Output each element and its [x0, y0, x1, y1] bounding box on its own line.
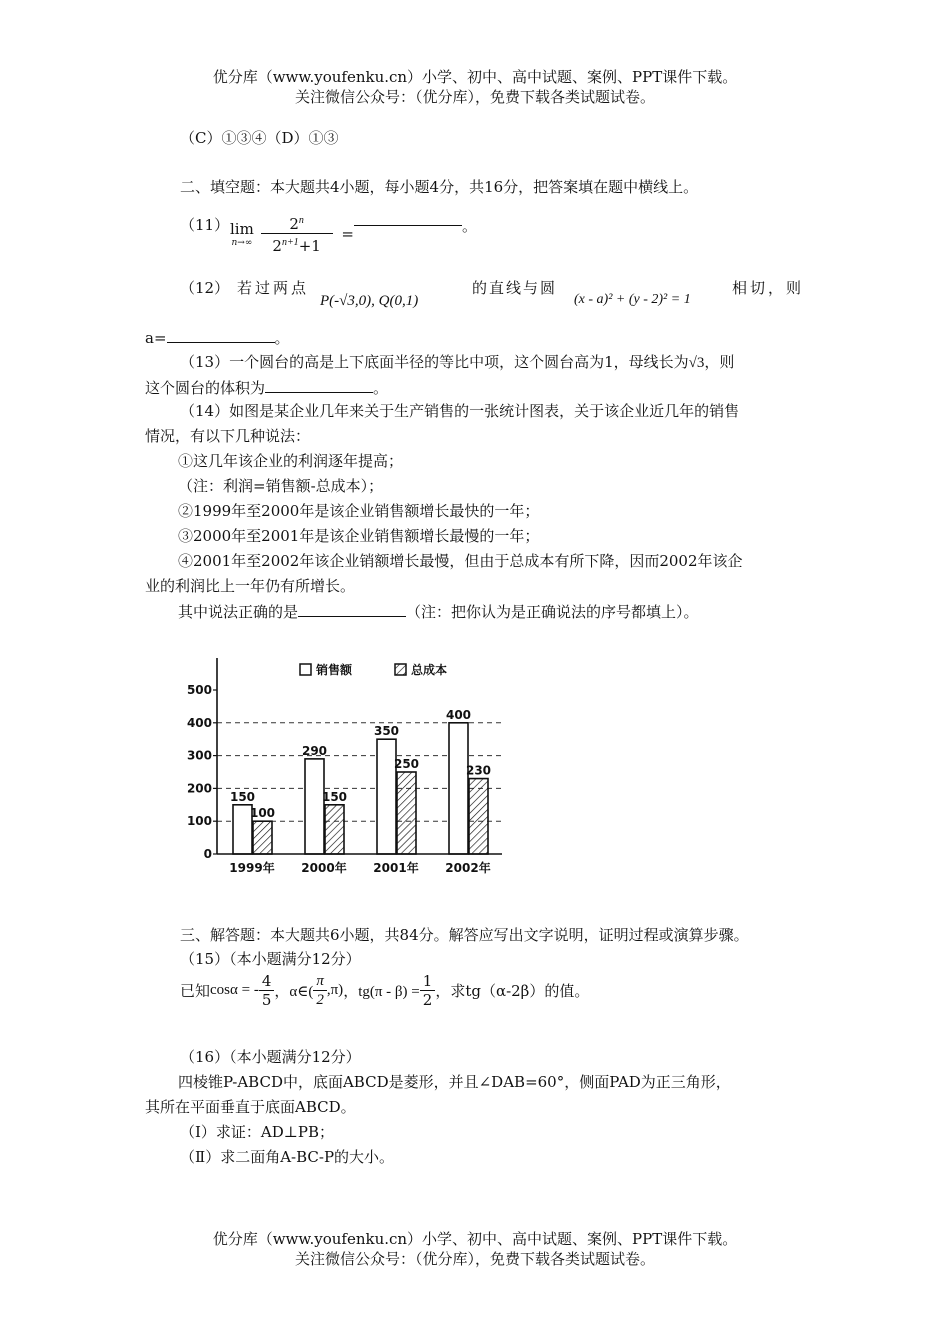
legend-sales: 销售额: [316, 663, 353, 677]
x-category-label: 2001年: [373, 861, 419, 875]
y-tick-label: 300: [186, 748, 212, 763]
bar-label-cost: 100: [249, 806, 276, 821]
bar-cost: [325, 805, 344, 854]
q16-title: （16）（本小题满分12分）: [180, 1048, 361, 1066]
q14-note: （注：利润=销售额-总成本）；: [178, 477, 384, 495]
q12-number: （12）: [180, 279, 230, 297]
page-header-line1: 优分库（www.youfenku.cn）小学、初中、高中试题、案例、PPT课件下载。: [212, 68, 738, 86]
q15-cos: cosα = -: [210, 982, 259, 998]
q13-line1: [180, 351, 734, 374]
y-tick-label: 400: [186, 715, 212, 730]
y-tick-label: 0: [203, 847, 212, 861]
page-footer-line2: 关注微信公众号：（优分库），免费下载各类试题试卷。: [294, 1250, 655, 1268]
bar-label-cost: 230: [465, 763, 492, 778]
bar-cost: [469, 779, 488, 854]
legend-swatch-sales: [300, 664, 311, 675]
bar-label-cost: 250: [393, 757, 420, 771]
bar-label-sales: 150: [229, 789, 256, 804]
q11-equals: =: [341, 224, 354, 243]
q14-line2: 情况，有以下几种说法：: [145, 427, 311, 445]
q13-sqrt3: √3: [688, 355, 705, 371]
sales-cost-bar-chart: [180, 650, 510, 890]
x-category-label: 1999年: [229, 861, 275, 875]
q12-circle-equation: (x - a)² + (y - 2)² = 1: [574, 292, 691, 307]
bar-label-sales: 400: [445, 707, 472, 722]
q15-post: ，求tg（α-2β）的值。: [435, 982, 590, 1000]
options-c-d: （C）①③④（D）①③: [180, 129, 339, 147]
q13-line2-text: 这个圆台的体积为: [145, 379, 266, 397]
q16-part2: （Ⅱ）求二面角A-BC-P的大小。: [180, 1148, 395, 1166]
q12-answer-blank[interactable]: [167, 326, 275, 343]
q12-text3: 相切，则: [732, 279, 805, 297]
q12-points: P(-√3,0), Q(0,1): [320, 293, 419, 309]
q13-answer-blank[interactable]: [265, 376, 373, 393]
q13-line2: [145, 376, 388, 399]
y-tick-label: 500: [186, 683, 212, 697]
q15-two: 2: [313, 990, 327, 1009]
legend-swatch-cost: [395, 664, 406, 675]
bar-cost: [397, 772, 416, 854]
bar-sales: [305, 759, 324, 854]
q11-limit-expression: [230, 212, 477, 255]
q15-pre: 已知: [180, 982, 211, 1000]
bar-sales: [449, 723, 468, 854]
legend-cost: 总成本: [411, 663, 448, 677]
bar-label-cost: 150: [321, 789, 348, 804]
section3-heading: 三、解答题：本大题共6小题，共84分。解答应写出文字说明，证明过程或演算步骤。: [180, 926, 749, 944]
q11-denominator: 2: [272, 237, 282, 255]
q14-ask-b: （注：把你认为是正确说法的序号都填上）。: [406, 603, 699, 621]
q15-frac1-den: 5: [259, 990, 275, 1009]
bar-cost: [253, 821, 272, 854]
q15-tg: ，tg(π - β) =: [343, 984, 420, 1000]
q16-part1: （Ⅰ）求证：AD⊥PB；: [180, 1123, 335, 1141]
q16-line1: 四棱锥P-ABCD中，底面ABCD是菱形，并且∠DAB=60°，侧面PAD为正三角形，: [178, 1073, 731, 1091]
q11-num-exp: n: [298, 215, 304, 226]
q14-line1: （14）如图是某企业几年来关于生产销售的一张统计图表，关于该企业近几年的销售: [180, 402, 740, 420]
q13-text-a: （13）一个圆台的高是上下底面半径的等比中项，这个圆台高为1，母线长为: [180, 353, 689, 371]
q16-line2: 其所在平面垂直于底面ABCD。: [145, 1098, 356, 1116]
q12-text2: 的直线与圆: [472, 279, 558, 297]
q12-text1: 若过两点: [237, 279, 310, 297]
bar-label-sales: 350: [373, 724, 400, 739]
x-category-label: 2002年: [445, 861, 491, 875]
q11-den-exp: n+1: [281, 237, 299, 248]
q14-answer-blank[interactable]: [298, 600, 406, 617]
q13-text-b: ，则: [704, 353, 735, 371]
q15-frac1-num: 4: [261, 972, 272, 990]
q11-number: （11）: [180, 216, 230, 234]
y-tick-label: 100: [186, 814, 212, 829]
q14-statement3: ③2000年至2001年是该企业销售额增长最慢的一年；: [178, 527, 540, 545]
q12-a-prefix: a=: [145, 329, 167, 347]
q14-statement2: ②1999年至2000年是该企业销售额增长最快的一年；: [178, 502, 540, 520]
q11-lim-sub: n→∞: [231, 237, 253, 248]
q15-pi: π: [316, 973, 324, 989]
q15-title: （15）（本小题满分12分）: [180, 950, 361, 968]
q11-end: 。: [461, 217, 477, 235]
q15-alpha-in: ，α∈(: [274, 984, 314, 1000]
q14-ask: [178, 600, 699, 623]
q15-body: [180, 972, 589, 1009]
bar-label-sales: 290: [301, 743, 328, 758]
q14-statement1: ①这几年该企业的利润逐年提高；: [178, 452, 404, 470]
q14-ask-a: 其中说法正确的是: [178, 603, 299, 621]
chart-legend: [300, 662, 447, 677]
q15-pi-end: ,π): [326, 982, 344, 998]
y-tick-label: 200: [186, 781, 212, 796]
q13-end: 。: [373, 379, 389, 397]
page-footer-line1: 优分库（www.youfenku.cn）小学、初中、高中试题、案例、PPT课件下载。: [212, 1230, 738, 1248]
q14-statement4b: 业的利润比上一年仍有所增长。: [145, 577, 356, 595]
q15-frac3-num: 1: [422, 972, 433, 990]
x-category-label: 2000年: [301, 861, 347, 875]
q11-den-tail: +1: [298, 237, 321, 255]
q14-statement4a: ④2001年至2002年该企业销额增长最慢，但由于总成本有所下降，因而2002年该企: [178, 552, 743, 570]
section2-heading: 二、填空题：本大题共4小题，每小题4分，共16分，把答案填在题中横线上。: [180, 178, 699, 196]
q11-lim: lim: [230, 219, 254, 238]
q11-answer-blank[interactable]: [354, 225, 462, 226]
page-header-line2: 关注微信公众号：（优分库），免费下载各类试题试卷。: [294, 88, 655, 106]
q12-end: 。: [274, 329, 290, 347]
q15-frac3-den: 2: [420, 990, 436, 1009]
q11-numerator: 2: [289, 215, 299, 233]
q12-line2: [145, 326, 290, 349]
